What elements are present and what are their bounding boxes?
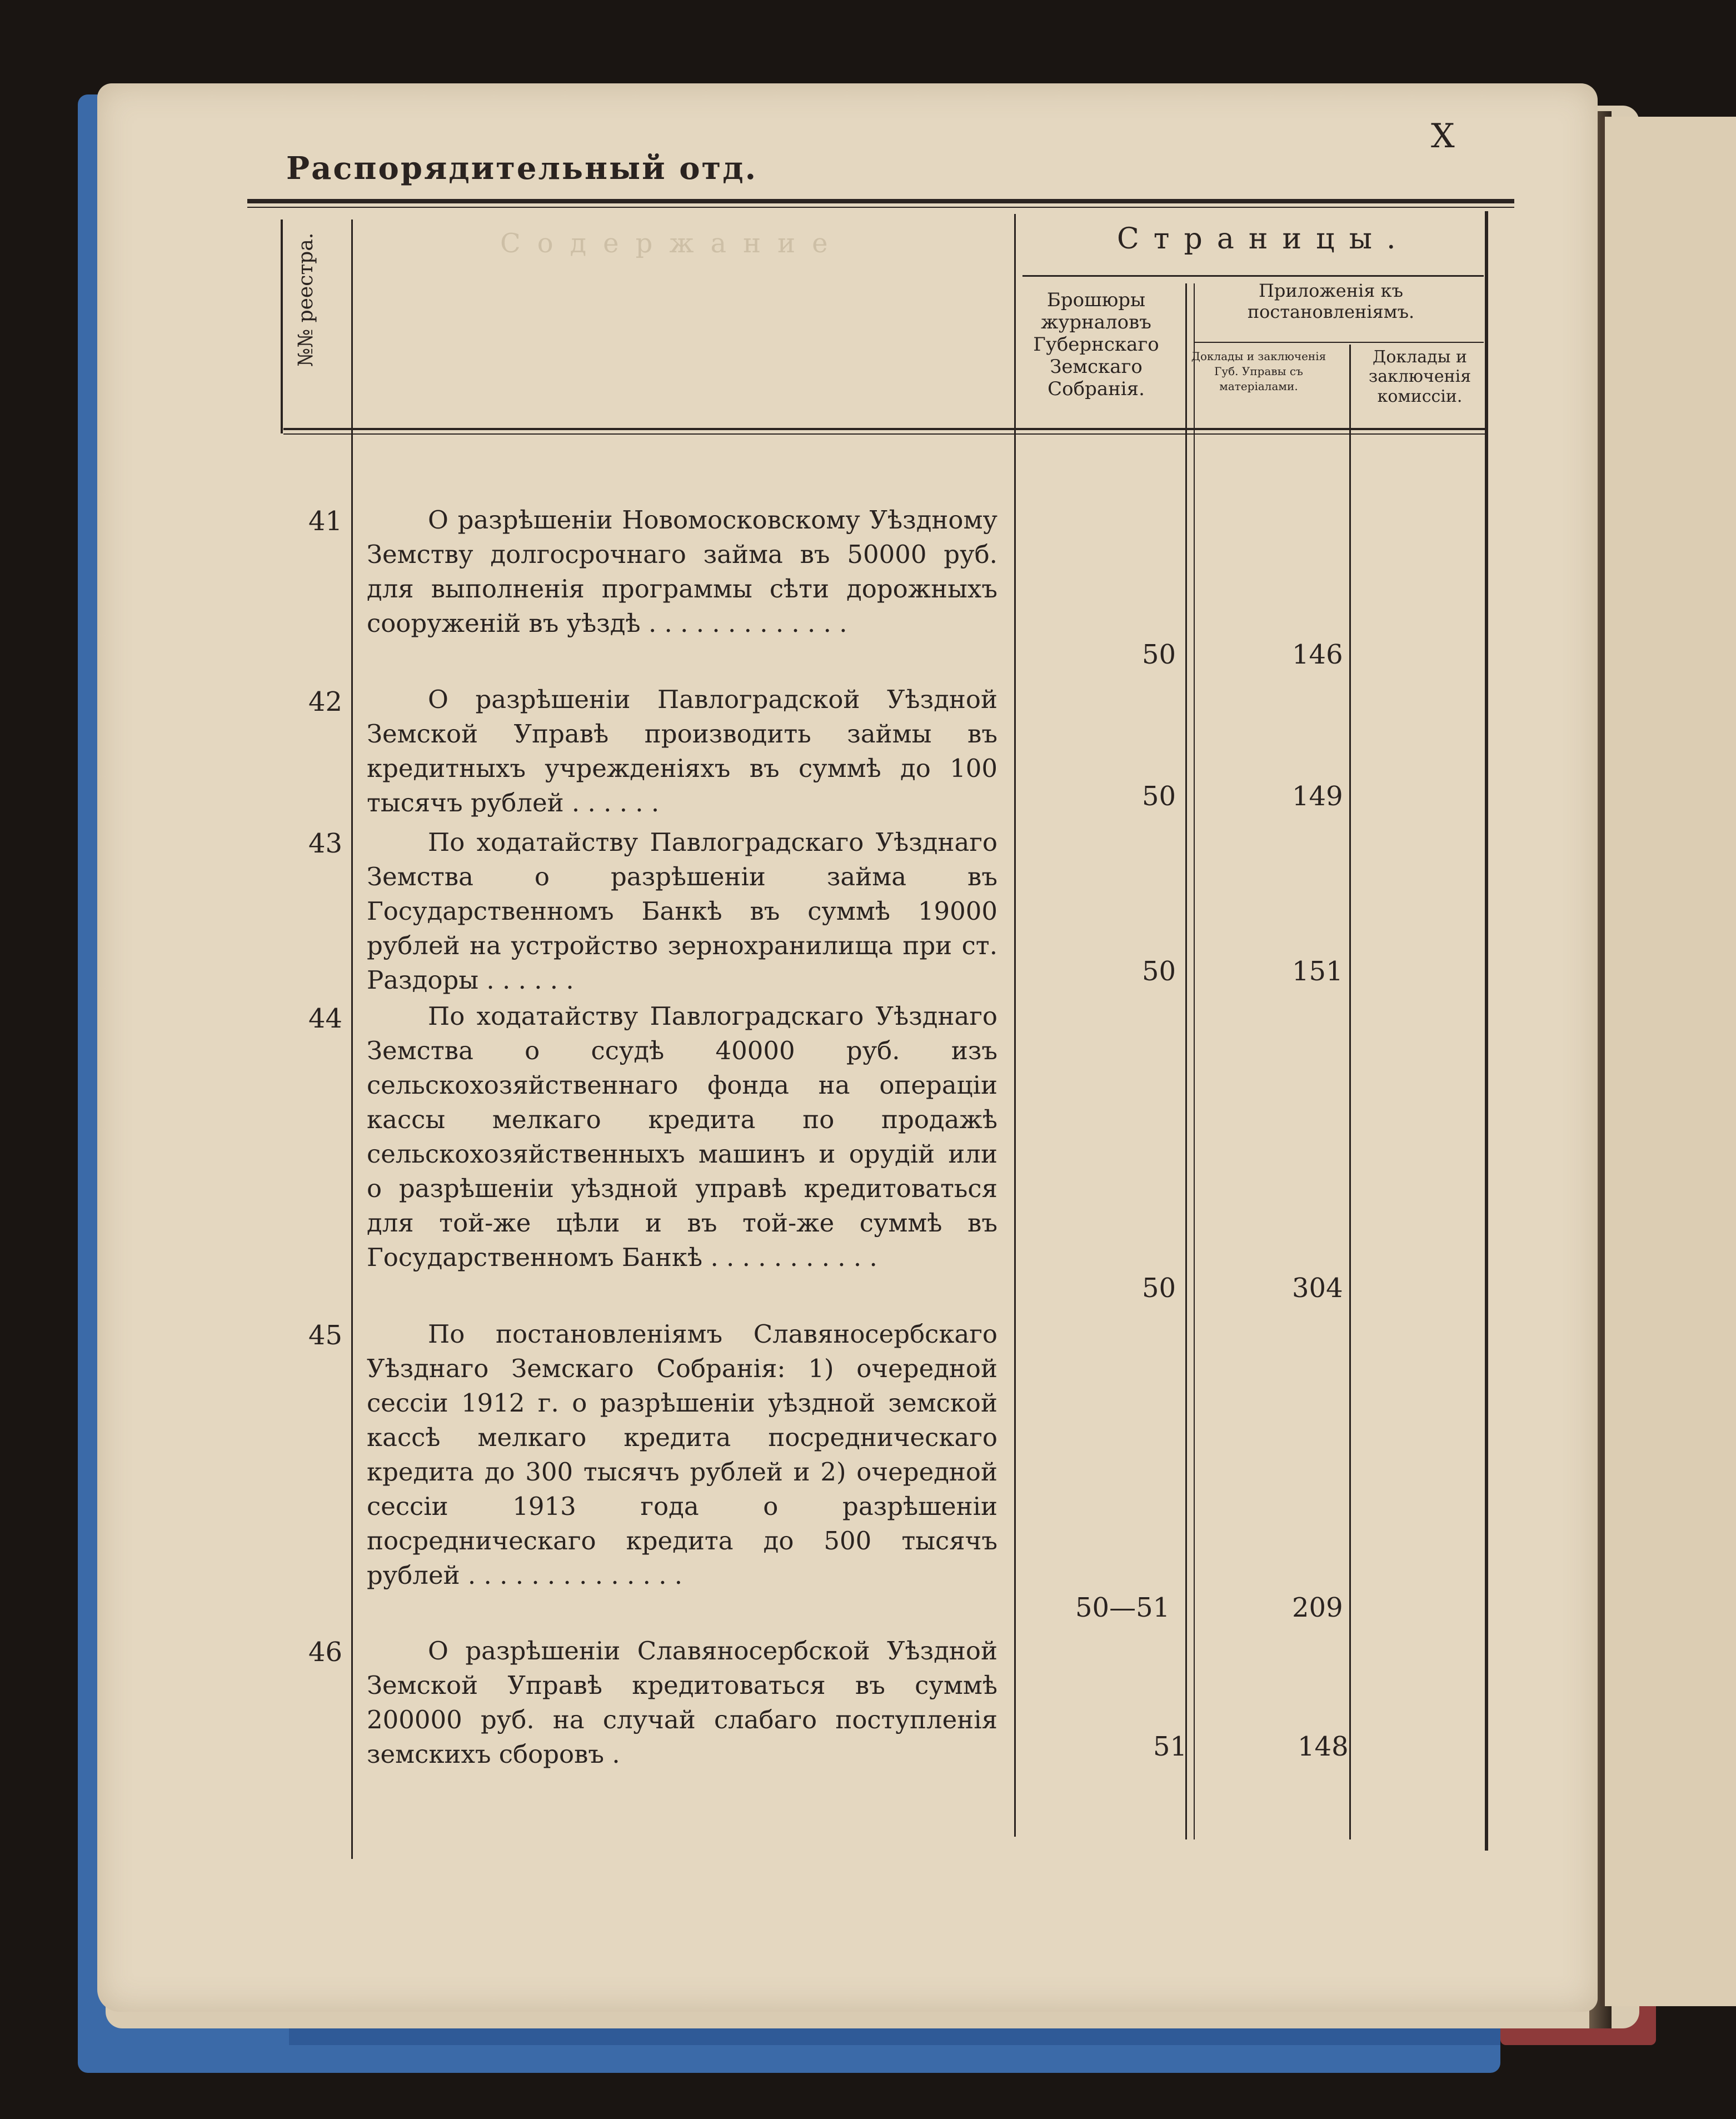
- brochure-page: 50: [1142, 1273, 1176, 1304]
- table-right-border: [1485, 211, 1488, 1851]
- register-number-header: №№ реестра.: [295, 232, 317, 367]
- annexes-header: Приложенія къ постановленіямъ.: [1247, 280, 1415, 322]
- header-rule: [247, 199, 1514, 203]
- brochure-page: 51: [1153, 1731, 1188, 1762]
- brochure-page: 50—51: [1075, 1592, 1170, 1623]
- pages-header-rule: [1022, 275, 1484, 277]
- facing-page: [1600, 117, 1736, 2006]
- column-divider-register: [351, 220, 353, 1859]
- header-bottom-rule-thin: [283, 433, 1485, 435]
- entry-number: 45: [308, 1320, 343, 1351]
- table-left-border: [281, 220, 283, 433]
- column-divider-brochures-double: [1194, 283, 1195, 1839]
- commission-reports-header: Доклады и заключенія комиссіи.: [1368, 347, 1471, 406]
- column-divider-annexes: [1349, 345, 1351, 1839]
- entry-number: 44: [308, 1003, 343, 1034]
- pages-header: Страницы.: [1117, 222, 1410, 256]
- header-bottom-rule: [283, 428, 1485, 430]
- report-page: 148: [1298, 1731, 1349, 1762]
- column-divider-brochures: [1185, 283, 1187, 1839]
- brochure-page: 50: [1142, 956, 1176, 987]
- entry-text: О разрѣшеніи Славяносербской Уѣздной Земской Управѣ кредитоваться въ суммѣ 200000 руб. на случай слабаго поступленія земскихъ сборовъ .: [367, 1636, 997, 1769]
- content-header-faded: Содержание: [500, 228, 845, 259]
- brochure-page: 50: [1142, 781, 1176, 812]
- entry-text: О разрѣшеніи Павлоградской Уѣздной Земской Управѣ производить займы въ кредитныхъ учрежденіяхъ въ суммѣ до 100 тысячъ рублей . . . . . .: [367, 685, 997, 817]
- report-page: 151: [1292, 956, 1343, 987]
- report-page: 146: [1292, 639, 1343, 670]
- column-divider-content: [1014, 214, 1016, 1837]
- running-head: Распорядительный отд.: [286, 150, 758, 187]
- entry-number: 43: [308, 828, 343, 859]
- annexes-header-rule: [1195, 342, 1484, 343]
- report-page: 149: [1292, 781, 1343, 812]
- page-number: X: [1431, 117, 1455, 156]
- brochures-header: Брошюры журналовъ Губернскаго Земскаго Собранія.: [1033, 289, 1159, 401]
- report-page: 304: [1292, 1273, 1343, 1304]
- entry-text: По ходатайству Павлоградскаго Уѣзднаго Земства о ссудѣ 40000 руб. изъ сельскохозяйственнаго фонда на операціи кассы мелкаго кредита по продажѣ сельскохозяйственныхъ машинъ и орудій или о разрѣшеніи уѣздной управѣ кредитоваться для той-же цѣли и въ той-же суммѣ въ Государственномъ Банкѣ . . . . . . . . . . .: [367, 1001, 997, 1272]
- report-page: 209: [1292, 1592, 1343, 1623]
- brochure-page: 50: [1142, 639, 1176, 670]
- header-rule-thin: [247, 207, 1514, 208]
- entry-text: О разрѣшеніи Новомосковскому Уѣздному Земству долгосрочнаго займа въ 50000 руб. для выполненія программы сѣти дорожныхъ сооруженій въ уѣздѣ . . . . . . . . . . . . .: [367, 505, 997, 638]
- entry-number: 41: [308, 506, 343, 537]
- uprava-reports-header: Доклады и заключенія Губ. Управы съ матеріалами.: [1191, 350, 1326, 393]
- entry-text: По ходатайству Павлоградскаго Уѣзднаго Земства о разрѣшеніи займа въ Государственномъ Банкѣ въ суммѣ 19000 рублей на устройство зернохранилища при ст. Раздоры . . . . . .: [367, 827, 997, 995]
- entry-number: 46: [308, 1637, 343, 1668]
- entry-text: По постановленіямъ Славяносербскаго Уѣзднаго Земскаго Собранія: 1) очередной сессіи 1912 г. о разрѣшеніи уѣздной земской кассѣ мелкаго кредита посредническаго кредита до 300 тысячъ рублей и 2) очередной сессіи 1913 года о разрѣшеніи посредническаго кредита до 500 тысячъ рублей . . . . . . . . . . . . . .: [367, 1319, 997, 1590]
- entry-number: 42: [308, 686, 343, 717]
